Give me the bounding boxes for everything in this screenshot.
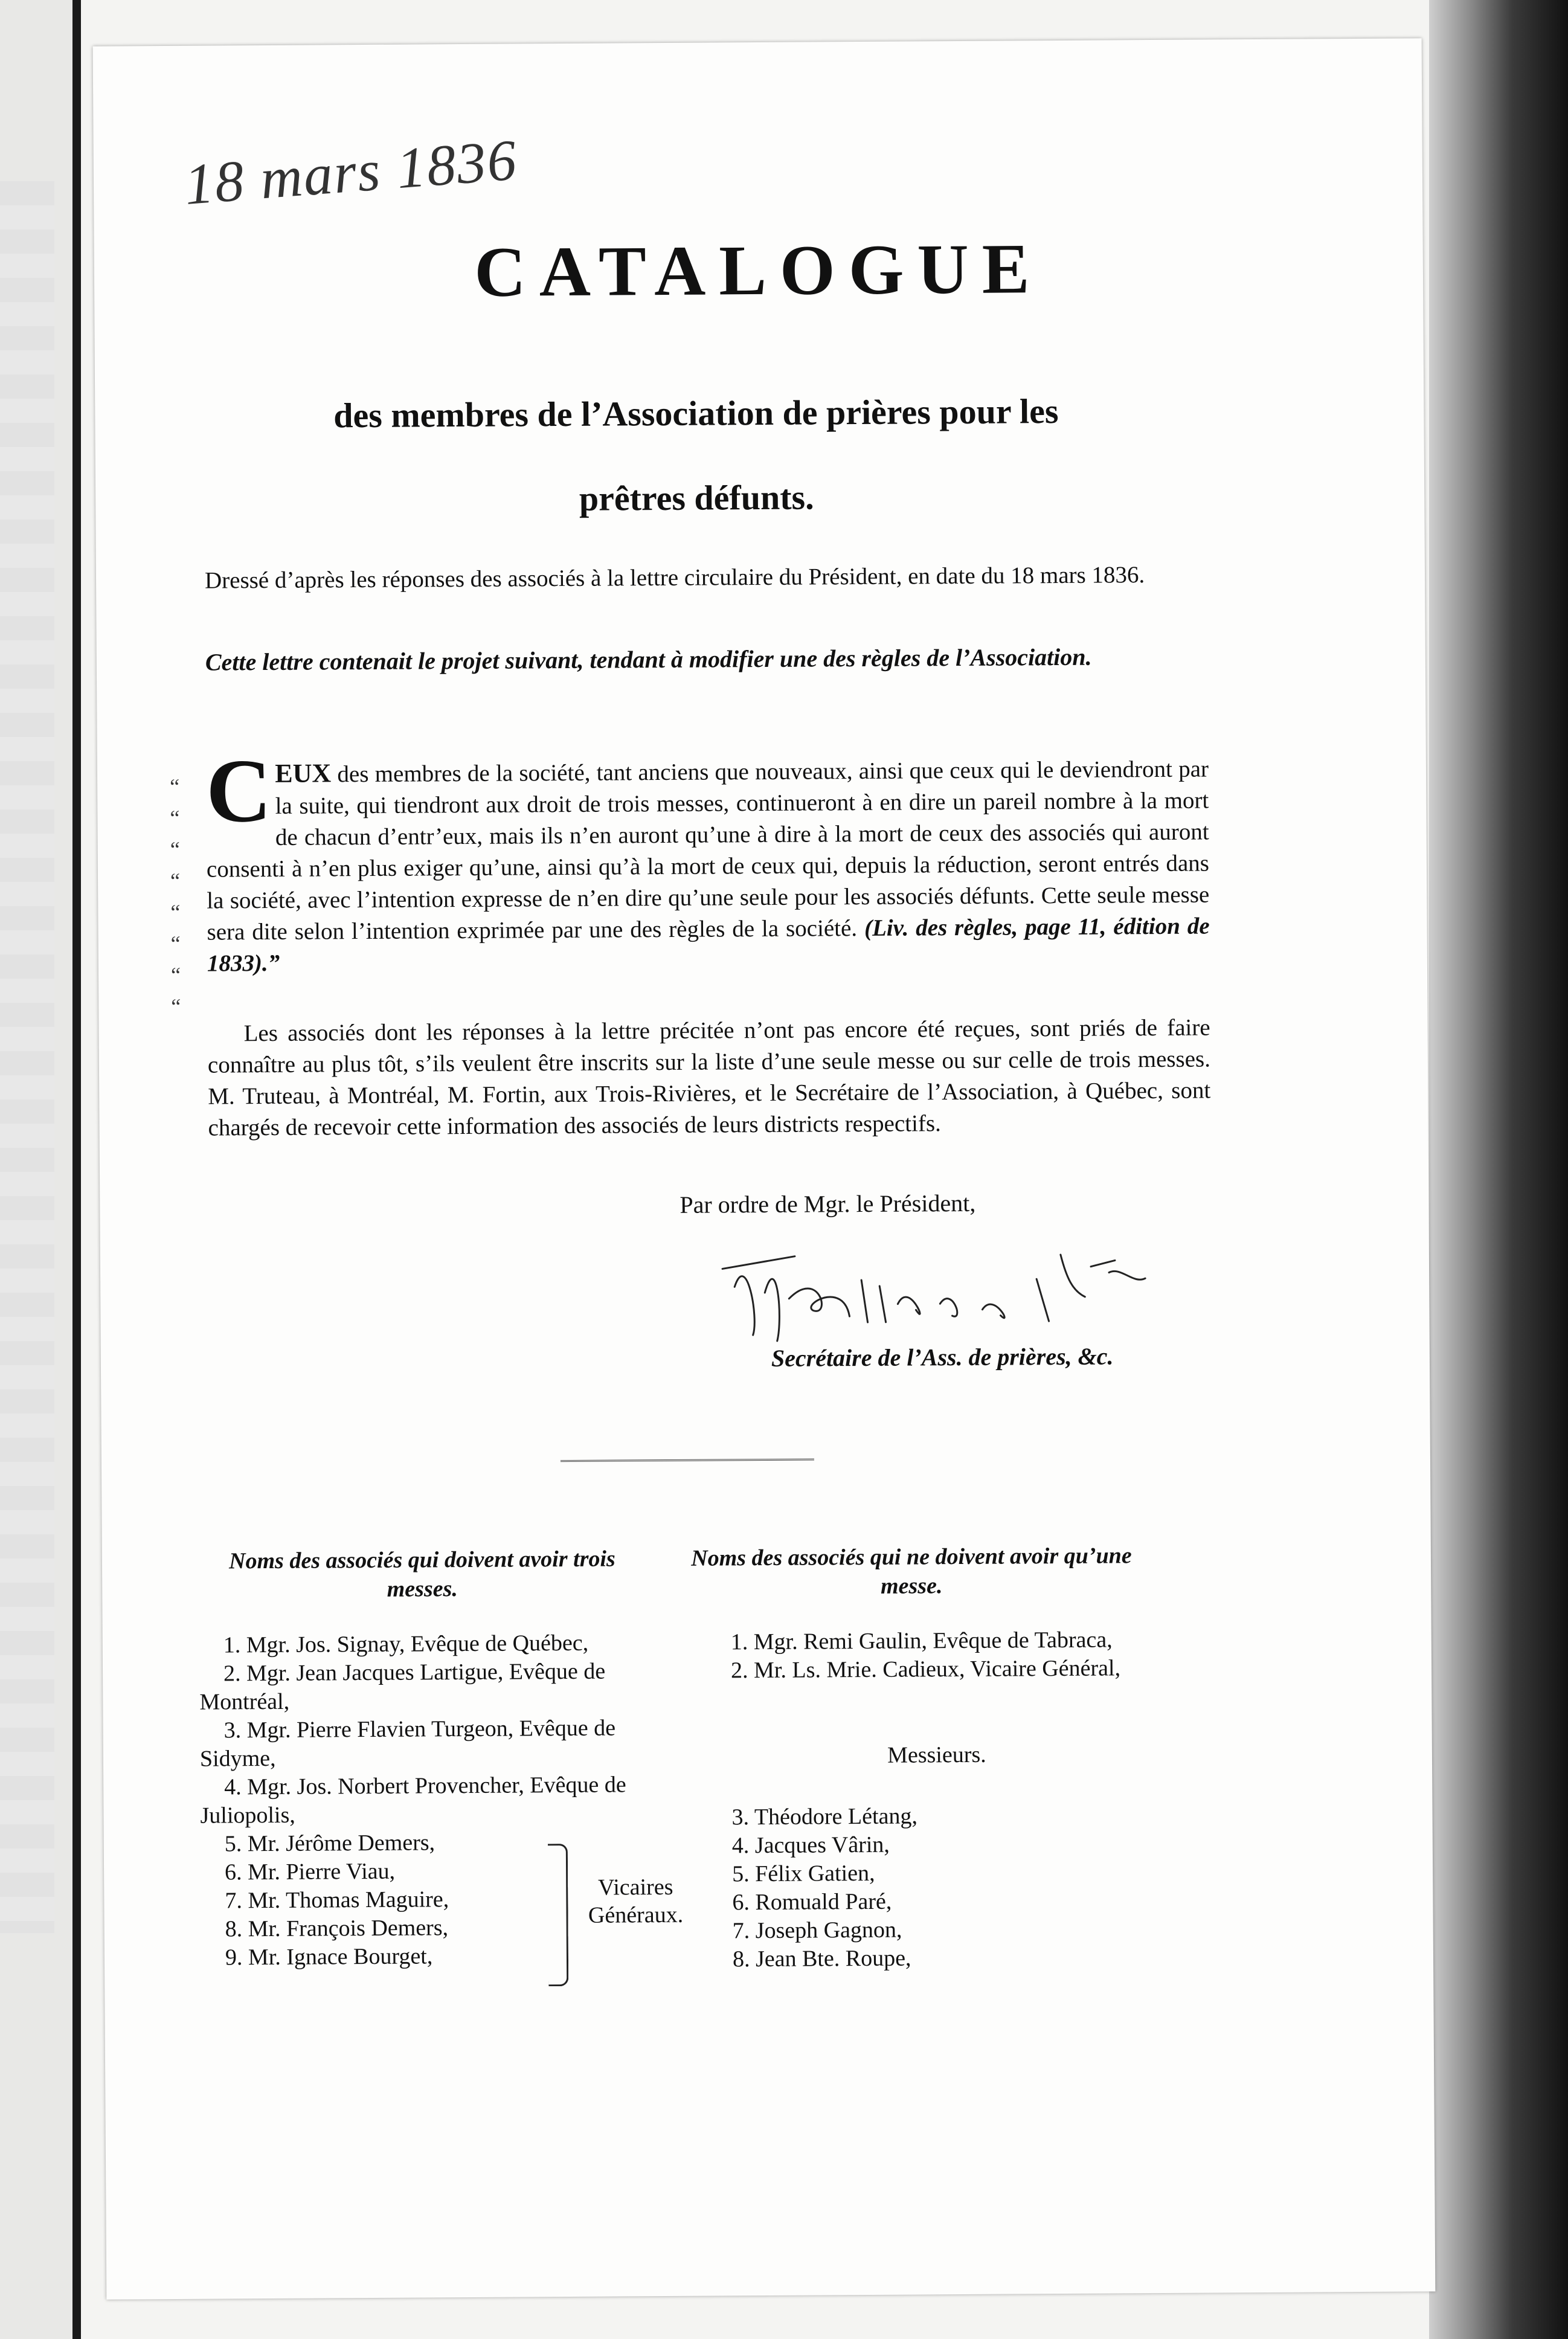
document-subtitle-line2: prêtres défunts.	[579, 477, 814, 518]
intro-italic-paragraph: Cette lettre contenait le projet suivant, tendant à modifier une des règles de l’Association.	[205, 643, 1092, 676]
order-line: Par ordre de Mgr. le Président,	[680, 1189, 976, 1218]
notice-paragraph: Les associés dont les réponses à la lettre précitée n’ont pas encore été reçues, sont priés de faire connaître au plus tôt, s’ils veulent être inscrits sur la liste d’une seule messe ou sur celle de trois messes. M. Truteau, à Montréal, M. Fortin, aux Trois-Rivières, et le Secrétaire de l’Association, à Québec, sont chargés de recevoir cette information des associés de leurs districts respectifs.	[207, 1014, 1211, 1141]
list-item: 8. Jean Bte. Roupe,	[732, 1945, 911, 1972]
document-page	[93, 38, 1436, 2299]
intro-paragraph: Dressé d’après les réponses des associés à la lettre circulaire du Président, en date du 18 mars 1836.	[204, 562, 1145, 594]
list-item: 4. Jacques Vârin,	[731, 1832, 890, 1859]
drop-cap: C	[205, 740, 272, 841]
list-item: 3. Mgr. Pierre Flavien Turgeon, Evêque de Sidyme,	[199, 1715, 616, 1772]
messieurs-heading: Messieurs.	[887, 1742, 986, 1768]
adjacent-page-edge-left	[0, 0, 81, 2339]
quote-body: des membres de la société, tant anciens que nouveaux, ainsi que ceux qui le deviendront par la suite, qui tiendront aux droit de trois messes, continueront à en dire un pareil nombre à la mort de chacun d’entr’eux, mais ils n’en auront qu’une à dire à la mort de ceux des associés qui auront consenti à n’en plus exiger qu’une, ainsi qu’à la mort de ceux qui, depuis la réduction, seront entrés dans la société, avec l’intention expresse de n’en dire qu’une seule pour les associés défunts. Cette seule messe sera dite selon l’intention exprimée par une des règles de la société.	[206, 756, 1210, 945]
vicaires-bracket	[548, 1844, 568, 1986]
list-item: 7. Mr. Thomas Maguire,	[225, 1887, 449, 1914]
left-column-heading: Noms des associés qui doivent avoir trois messes.	[228, 1546, 615, 1602]
one-mass-list-messieurs	[731, 1801, 1168, 1974]
list-item: 2. Mgr. Jean Jacques Lartigue, Evêque de Montréal,	[199, 1658, 606, 1715]
list-item: 3. Théodore Létang,	[731, 1803, 918, 1830]
vicaires-generaux-label: Vicaires Généraux.	[588, 1874, 684, 1928]
quote-reference: (Liv. des règles, page 11, édition de 1833).”	[207, 913, 1210, 977]
handwritten-date-note: 18 mars 1836	[182, 127, 520, 217]
right-column-heading: Noms des associés qui ne doivent avoir qu’une messe.	[691, 1543, 1132, 1599]
list-item: 9. Mr. Ignace Bourget,	[225, 1943, 433, 1971]
list-item: 7. Joseph Gagnon,	[732, 1917, 902, 1944]
document-title: CATALOGUE	[474, 229, 1043, 312]
list-item: 6. Romuald Paré,	[732, 1888, 892, 1916]
section-separator	[561, 1459, 814, 1462]
list-item: 6. Mr. Pierre Viau,	[224, 1858, 396, 1885]
secretary-title: Secrétaire de l’Ass. de prières, &c.	[771, 1342, 1114, 1372]
list-item: 8. Mr. François Demers,	[225, 1915, 449, 1942]
adjacent-page-texture	[0, 181, 54, 1933]
one-mass-list	[707, 1626, 1166, 1685]
list-item: 2. Mr. Ls. Mrie. Cadieux, Vicaire Général,	[730, 1655, 1121, 1684]
list-item: 1. Mgr. Jos. Signay, Evêque de Québec,	[223, 1630, 589, 1658]
lead-word: EUX	[275, 758, 332, 788]
quotation-marks-column: “ “ “ “ “ “ “ “	[169, 774, 181, 1018]
handwritten-signature	[698, 1242, 1182, 1354]
document-subtitle-line1: des membres de l’Association de prières pour les	[333, 391, 1059, 436]
list-item: 4. Mgr. Jos. Norbert Provencher, Evêque de Juliopolis,	[200, 1772, 626, 1829]
list-item: 5. Mr. Jérôme Demers,	[224, 1830, 435, 1857]
list-item: 1. Mgr. Remi Gaulin, Evêque de Tabraca,	[730, 1627, 1113, 1655]
quoted-rule-paragraph	[205, 740, 1210, 979]
list-item: 5. Félix Gatien,	[732, 1860, 875, 1887]
book-binding-edge-right	[1429, 0, 1568, 2339]
